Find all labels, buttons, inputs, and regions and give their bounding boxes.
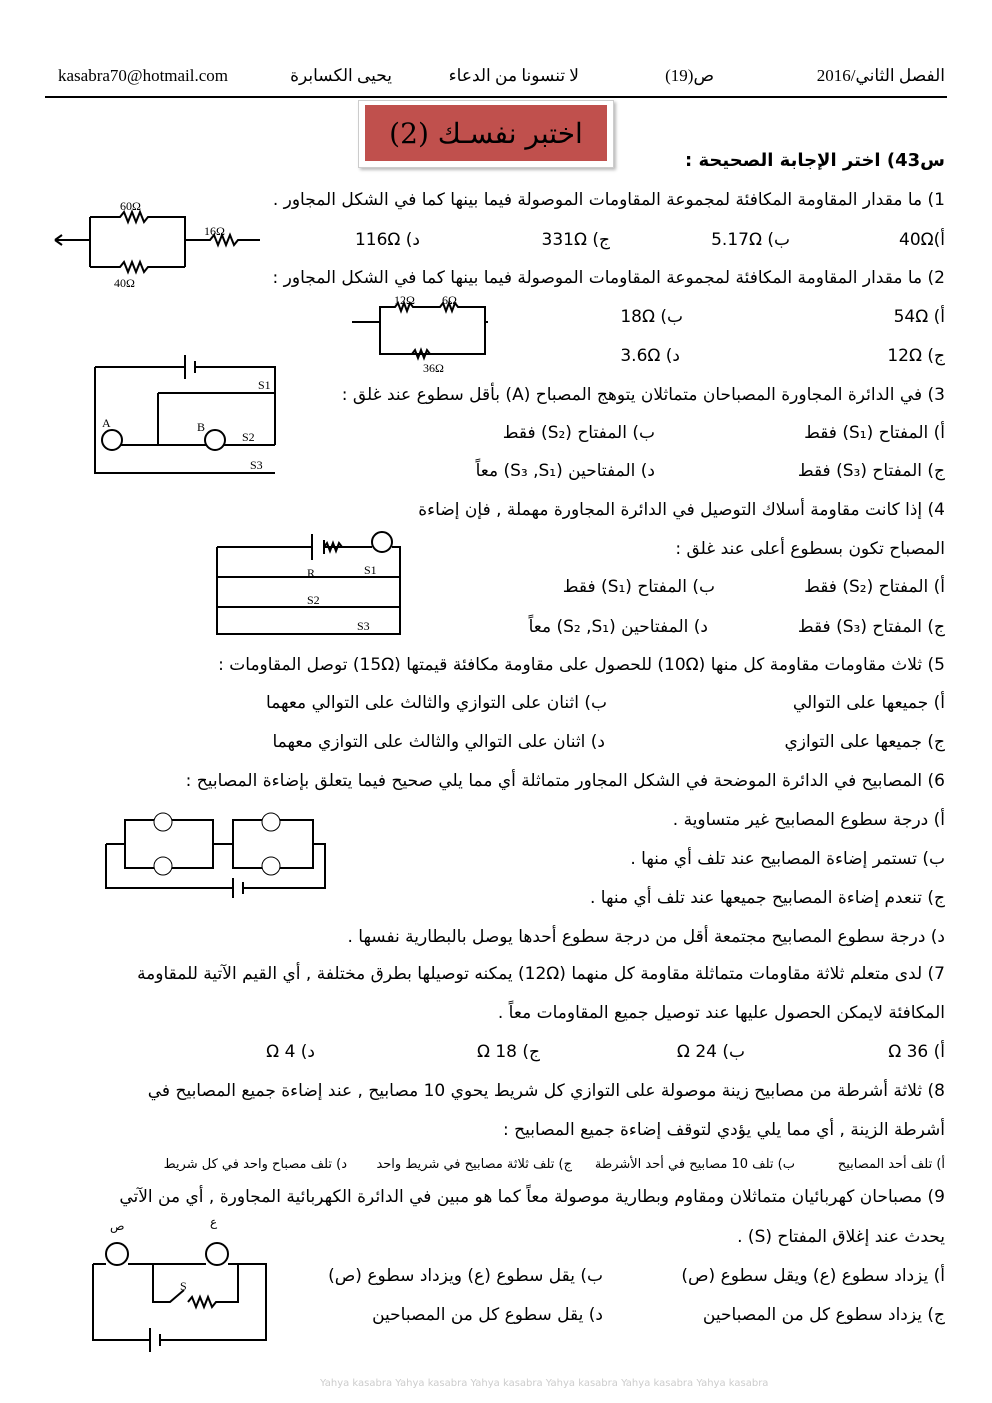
q8-option-a: أ) تلف أحد المصابيح bbox=[837, 1157, 945, 1172]
q6-option-b: ب) تستمر إضاءة المصابيح عند تلف أي منها . bbox=[630, 849, 945, 869]
q6-text: 6) المصابيح في الدائرة الموضحة في الشكل المجاور متماثلة أي مما يلي صحيح فيما يتعلق بإضاءة المصابيح : bbox=[185, 771, 945, 791]
q5-option-b: ب) اثنان على التوازي والثالث على التوالي معهما bbox=[266, 693, 607, 713]
q3-option-c: ج) المفتاح (S₃) فقط bbox=[797, 461, 945, 481]
q4-text-line2: المصباح تكون بسطوع أعلى عند غلق : bbox=[675, 539, 945, 559]
q5-option-d: د) اثنان على التوالي والثالث على التوازي معهما bbox=[272, 732, 605, 752]
q2-circuit-diagram bbox=[350, 292, 490, 377]
q1-r3-label: 16Ω bbox=[204, 224, 225, 238]
q2-r1-label: 12Ω bbox=[394, 293, 415, 307]
q9-text-line1: 9) مصباحان كهربائيان متماثلان ومقاوم وبطارية موصولة معاً كما هو مبين في الدائرة الكهربائية المجاورة , أي من الآتي bbox=[119, 1187, 945, 1207]
q4-s3-label: S3 bbox=[357, 619, 370, 633]
q3-s1-label: S1 bbox=[258, 378, 271, 392]
q4-option-a: أ) المفتاح (S₂) فقط bbox=[804, 577, 945, 597]
q2-option-c: ج) 12Ω bbox=[887, 346, 945, 366]
header-author: يحيى الكسابرة bbox=[290, 66, 392, 85]
q6-option-d: د) درجة سطوع المصابيح مجتمعة أقل من درجة سطوع أحدها يوصل بالبطارية نفسها . bbox=[347, 927, 945, 947]
q9-switch-label: S bbox=[180, 1279, 187, 1293]
title-box bbox=[358, 100, 614, 168]
q3-s2-label: S2 bbox=[242, 430, 255, 444]
q1-option-c: ج) 331Ω bbox=[541, 230, 610, 250]
q3-option-a: أ) المفتاح (S₁) فقط bbox=[804, 423, 945, 443]
header-page-number: ص(19) bbox=[665, 66, 714, 85]
q9-option-d: د) يقل سطوع كل من المصباحين bbox=[372, 1305, 603, 1325]
q4-s2-label: S2 bbox=[307, 593, 320, 607]
q4-circuit-diagram bbox=[212, 522, 407, 647]
q2-r2-label: 6Ω bbox=[442, 293, 457, 307]
q2-option-a: أ) 54Ω bbox=[893, 307, 945, 327]
q3-s3-label: S3 bbox=[250, 458, 263, 472]
q4-option-d: د) المفتاحين (S₂ ,S₁) معاً bbox=[528, 617, 708, 637]
header-semester: الفصل الثاني/2016 bbox=[816, 66, 945, 85]
q4-text-line1: 4) إذا كانت مقاومة أسلاك التوصيل في الدائرة المجاورة مهملة , فإن إضاءة bbox=[418, 500, 945, 520]
q7-option-c: ج) 18 Ω bbox=[476, 1042, 540, 1062]
q4-option-b: ب) المفتاح (S₁) فقط bbox=[562, 577, 715, 597]
q1-option-b: ب) 5.17Ω bbox=[711, 230, 790, 250]
header-email: kasabra70@hotmail.com bbox=[58, 66, 229, 85]
q8-option-b: ب) تلف 10 مصابيح في أحد الأشرطة bbox=[594, 1157, 795, 1172]
q8-option-d: د) تلف مصباح واحد في كل شريط bbox=[163, 1157, 347, 1172]
q4-s1-label: S1 bbox=[364, 563, 377, 577]
q7-text-line1: 7) لدى متعلم ثلاثة مقاومات متماثلة مقاومة كل منهما (12Ω) يمكنه توصيلها بطرق مختلفة , أي القيم الآتية للمقاومة bbox=[137, 964, 945, 984]
q6-option-a: أ) درجة سطوع المصابيح غير متساوية . bbox=[672, 810, 945, 830]
q1-r1-label: 60Ω bbox=[120, 199, 141, 213]
q4-option-c: ج) المفتاح (S₃) فقط bbox=[797, 617, 945, 637]
q3-lamp-a-label: A bbox=[102, 416, 111, 430]
q2-option-d: د) 3.6Ω bbox=[620, 346, 680, 366]
q9-option-b: ب) يقل سطوع (ع) ويزداد سطوع (ص) bbox=[328, 1266, 603, 1286]
q1-circuit-diagram bbox=[50, 195, 290, 290]
q7-option-a: أ) 36 Ω bbox=[888, 1042, 945, 1062]
q7-text-line2: المكافئة لايمكن الحصول عليها عند توصيل جميع المقاومات معاً . bbox=[497, 1003, 945, 1023]
q9-lamp-sad-label: ص bbox=[110, 1219, 125, 1233]
q5-text: 5) ثلاث مقاومات مقاومة كل منها (10Ω) للحصول على مقاومة مكافئة قيمتها (15Ω) توصل المقاومات : bbox=[218, 655, 945, 675]
q6-circuit-diagram bbox=[103, 810, 331, 900]
q8-option-c: ج) تلف ثلاثة مصابيح في شريط واحد bbox=[376, 1157, 572, 1172]
q5-option-c: ج) جميعها على التوازي bbox=[784, 732, 945, 752]
q7-option-d: د) 4 Ω bbox=[266, 1042, 315, 1062]
q3-option-b: ب) المفتاح (S₂) فقط bbox=[502, 423, 655, 443]
q3-circuit-diagram bbox=[90, 345, 285, 480]
q3-text: 3) في الدائرة المجاورة المصباحان متماثلان يتوهج المصباح (A) بأقل سطوع عند غلق : bbox=[341, 385, 945, 405]
q3-option-d: د) المفتاحين (S₃ ,S₁) معاً bbox=[475, 461, 655, 481]
title: اختبر نفسـك (2) bbox=[365, 105, 607, 161]
header-prayer: لا تنسونا من الدعاء bbox=[448, 66, 579, 85]
q5-option-a: أ) جميعها على التوالي bbox=[792, 693, 945, 713]
watermark: Yahya kasabra Yahya kasabra Yahya kasabra Yahya kasabra Yahya kasabra Yahya kasabra bbox=[320, 1378, 769, 1389]
q2-option-b: ب) 18Ω bbox=[620, 307, 683, 327]
q9-circuit-diagram bbox=[88, 1212, 273, 1360]
q3-lamp-b-label: B bbox=[197, 420, 206, 434]
q1-r2-label: 40Ω bbox=[114, 276, 135, 290]
q9-option-c: ج) يزداد سطوع كل من المصباحين bbox=[702, 1305, 945, 1325]
q2-text: 2) ما مقدار المقاومة المكافئة لمجموعة المقاومات الموصولة فيما بينها كما في الشكل المجاور : bbox=[272, 268, 945, 288]
header-rule bbox=[45, 96, 947, 98]
q1-text: 1) ما مقدار المقاومة المكافئة لمجموعة المقاومات الموصولة فيما بينها كما في الشكل المجاور . bbox=[272, 190, 945, 210]
q9-option-a: أ) يزداد سطوع (ع) ويقل سطوع (ص) bbox=[681, 1266, 945, 1286]
q8-text-line1: 8) ثلاثة أشرطة من مصابيح زينة موصولة على التوازي كل شريط يحوي 10 مصابيح , عند إضاءة جميع المصابيح في bbox=[147, 1081, 945, 1101]
q9-lamp-ain-label: ع bbox=[210, 1215, 218, 1229]
q6-option-c: ج) تنعدم إضاءة المصابيح جميعها عند تلف أي منها . bbox=[590, 888, 945, 908]
q2-r3-label: 36Ω bbox=[423, 361, 444, 375]
q8-text-line2: أشرطة الزينة , أي مما يلي يؤدي لتوقف إضاءة جميع المصابيح : bbox=[503, 1120, 945, 1140]
q7-option-b: ب) 24 Ω bbox=[676, 1042, 745, 1062]
q9-text-line2: يحدث عند إغلاق المفتاح (S) . bbox=[737, 1227, 945, 1247]
q4-r-label: R bbox=[307, 566, 316, 580]
q1-option-d: د) 116Ω bbox=[354, 230, 420, 250]
q1-option-a: أ)40Ω bbox=[899, 230, 945, 250]
section-heading: س43) اختر الإجابة الصحيحة : bbox=[685, 150, 945, 171]
